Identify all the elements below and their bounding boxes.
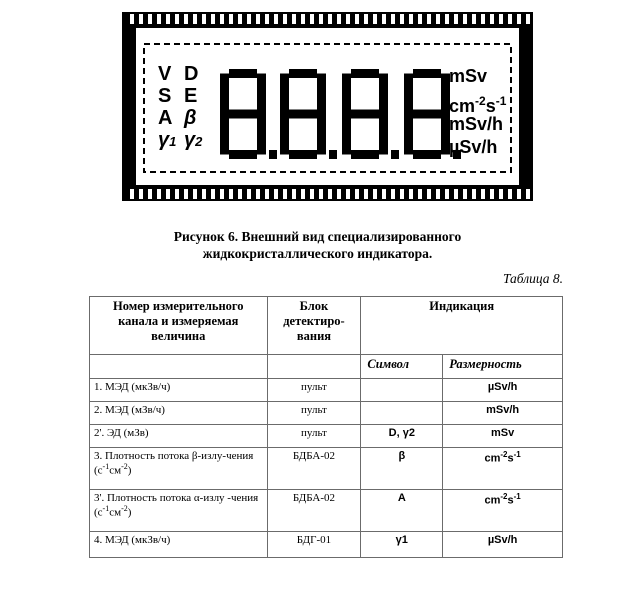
lcd-symbol-a: A bbox=[158, 107, 173, 129]
lcd-symbol-v: V bbox=[158, 63, 172, 85]
table-label: Таблица 8. bbox=[502, 271, 563, 286]
lcd-unit-msvh: mSv/h bbox=[449, 114, 504, 134]
figure-caption bbox=[0, 228, 635, 262]
table-row bbox=[90, 532, 563, 558]
cell-channel: 3. Плотность потока β-излу-чения $(с^{-1}см^{-2})$ bbox=[90, 448, 268, 490]
cell-channel: 4. МЭД (мкЗв/ч) bbox=[90, 532, 268, 558]
lcd-symbol-gamma1 bbox=[158, 130, 176, 152]
cell-block: пульт bbox=[267, 379, 361, 402]
lcd-digit-segment bbox=[342, 114, 351, 155]
cell-symbol: β bbox=[361, 448, 443, 490]
cell-channel: 2'. ЭД (мЗв) bbox=[90, 425, 268, 448]
cell-symbol bbox=[361, 379, 443, 402]
lcd-digit-segment bbox=[404, 114, 413, 155]
cell-dimension: $cm^{-2}s^{-1}$ bbox=[443, 448, 563, 490]
lcd-digit-segment bbox=[413, 69, 441, 78]
cell-block: БДБА-02 bbox=[267, 490, 361, 532]
lcd-digit-segment bbox=[257, 74, 266, 115]
lcd-symbol-beta: β bbox=[184, 107, 197, 129]
lcd-digit-segment bbox=[269, 150, 277, 159]
table-row bbox=[90, 379, 563, 402]
lcd-digit-segment bbox=[229, 69, 257, 78]
lcd-symbol-s: S bbox=[158, 85, 172, 107]
header-block-empty bbox=[267, 355, 361, 379]
cell-dimension: $cm^{-2}s^{-1}$ bbox=[443, 490, 563, 532]
lcd-unit-s: s bbox=[485, 96, 496, 116]
cell-channel: 1. МЭД (мкЗв/ч) bbox=[90, 379, 268, 402]
header-dimension: Размерность bbox=[443, 355, 563, 379]
cell-symbol: D, γ2 bbox=[361, 425, 443, 448]
lcd-digit-segment bbox=[342, 74, 351, 115]
lcd-digit-segment bbox=[317, 114, 326, 155]
lcd-gamma1-letter: γ bbox=[158, 129, 170, 151]
lcd-gamma2-subscript: 2 bbox=[195, 134, 203, 149]
lcd-symbol-gamma2 bbox=[184, 130, 202, 152]
lcd-digit-segment bbox=[329, 150, 337, 159]
cell-dimension: µSv/h bbox=[443, 532, 563, 558]
lcd-digits-readout bbox=[122, 12, 123, 13]
lcd-digit-segment bbox=[379, 114, 388, 155]
header-channel: Номер измерительного канала и измеряемая величина bbox=[90, 297, 268, 355]
cell-symbol bbox=[361, 402, 443, 425]
lcd-digit-segment bbox=[351, 150, 379, 159]
lcd-symbol-d: D bbox=[184, 63, 199, 85]
lcd-unit-msv: mSv bbox=[449, 66, 488, 86]
lcd-digit-segment bbox=[280, 74, 289, 115]
cell-channel: 3'. Плотность потока α-излу -чения $(с^{-1}см^{-2})$ bbox=[90, 490, 268, 532]
cell-dimension: mSv/h bbox=[443, 402, 563, 425]
lcd-unit-cm2s1 bbox=[449, 92, 506, 115]
lcd-digit-segment bbox=[351, 69, 379, 78]
table-row bbox=[90, 448, 563, 490]
lcd-digit-segment bbox=[289, 69, 317, 78]
lcd-unit-cm: cm bbox=[449, 96, 476, 116]
lcd-gamma2-letter: γ bbox=[184, 129, 196, 151]
cell-symbol: A bbox=[361, 490, 443, 532]
lcd-digit-segment bbox=[229, 150, 257, 159]
table-row bbox=[90, 490, 563, 532]
cell-channel: 2. МЭД (мЗв/ч) bbox=[90, 402, 268, 425]
lcd-digit-segment bbox=[391, 150, 399, 159]
caption-line-2: жидкокристаллического индикатора. bbox=[202, 246, 433, 261]
lcd-gamma1-subscript: 1 bbox=[169, 134, 177, 149]
cell-block: пульт bbox=[267, 402, 361, 425]
lcd-digit-segment bbox=[229, 110, 257, 119]
cell-block: пульт bbox=[267, 425, 361, 448]
caption-line-1: Рисунок 6. Внешний вид специализированного bbox=[173, 229, 462, 244]
lcd-digit-segment bbox=[280, 114, 289, 155]
lcd-digit-segment bbox=[289, 150, 317, 159]
lcd-digit-segment bbox=[317, 74, 326, 115]
header-block: Блок детектиро-вания bbox=[267, 297, 361, 355]
lcd-digit-segment bbox=[413, 150, 441, 159]
cell-dimension: µSv/h bbox=[443, 379, 563, 402]
cell-block: БДГ-01 bbox=[267, 532, 361, 558]
lcd-unit-cm-exp: -2 bbox=[475, 94, 486, 108]
table-row bbox=[90, 425, 563, 448]
table-row bbox=[90, 402, 563, 425]
cell-symbol: γ1 bbox=[361, 532, 443, 558]
header-symbol: Символ bbox=[361, 355, 443, 379]
lcd-digit-segment bbox=[257, 114, 266, 155]
cell-block: БДБА-02 bbox=[267, 448, 361, 490]
indication-table bbox=[89, 296, 563, 558]
lcd-digit-segment bbox=[220, 114, 229, 155]
lcd-digit-segment bbox=[351, 110, 379, 119]
lcd-digit-segment bbox=[220, 74, 229, 115]
lcd-digit-segment bbox=[289, 110, 317, 119]
lcd-indicator-figure bbox=[122, 12, 533, 201]
lcd-unit-s-exp: -1 bbox=[495, 94, 507, 108]
lcd-digit-segment bbox=[413, 110, 441, 119]
header-channel-empty bbox=[90, 355, 268, 379]
cell-dimension: mSv bbox=[443, 425, 563, 448]
lcd-digit-segment bbox=[379, 74, 388, 115]
lcd-symbol-e: E bbox=[184, 85, 198, 107]
header-indication: Индикация bbox=[361, 297, 563, 355]
lcd-digit-segment bbox=[404, 74, 413, 115]
lcd-unit-usvh: µSv/h bbox=[449, 137, 498, 157]
